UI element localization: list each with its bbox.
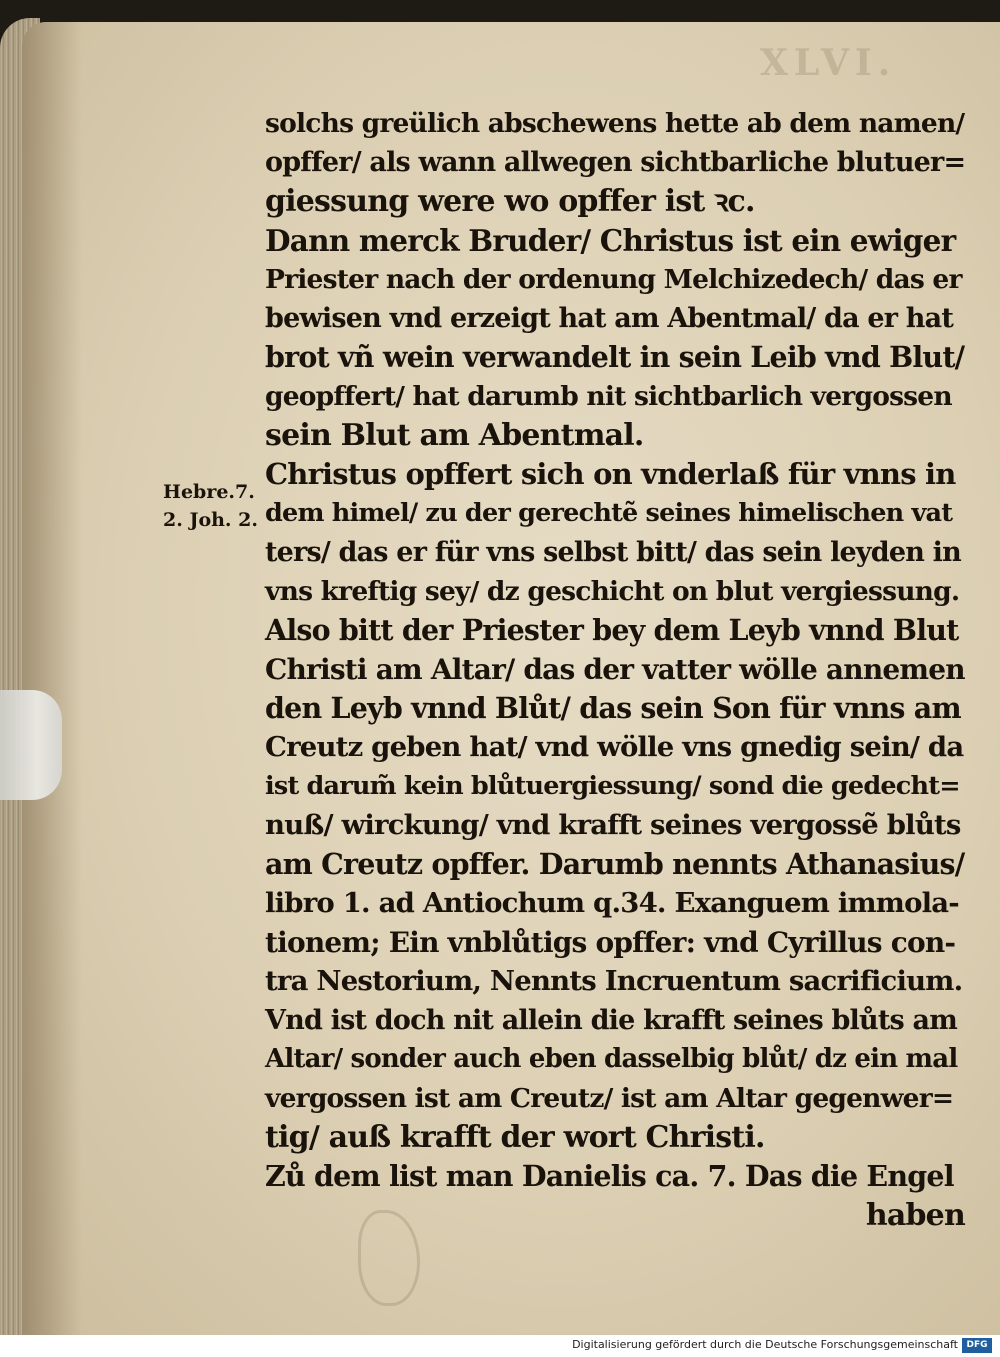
- body-text: [265, 104, 965, 1235]
- text-line: brot vñ wein verwandelt in sein Leib vnd Blut/: [265, 340, 965, 374]
- text-line: Altar/ sonder auch eben dasselbig blůt/ dz ein mal: [265, 1044, 958, 1074]
- text-line: libro 1. ad Antiochum q.34. Exanguem immola-: [265, 887, 959, 919]
- show-through-folio: XLVI.: [760, 42, 897, 84]
- spine-shadow: [22, 22, 82, 1335]
- catchword: haben: [865, 1198, 965, 1233]
- text-line: solchs greülich abschewens hette ab dem namen/: [265, 108, 965, 139]
- funding-credit: Digitalisierung gefördert durch die Deutsche Forschungsgemeinschaft: [572, 1338, 958, 1351]
- text-line: sein Blut am Abentmal.: [265, 418, 644, 453]
- text-line: giessung were wo opffer ist ꝛc.: [265, 184, 755, 219]
- text-line: den Leyb vnnd Blůt/ das sein Son für vnns am: [265, 691, 961, 725]
- text-line: nuß/ wirckung/ vnd krafft seines vergossẽ blůts: [265, 809, 961, 841]
- text-line: tra Nestorium, Nennts Incruentum sacrificium.: [265, 965, 963, 997]
- text-line: Priester nach der ordenung Melchizedech/ das er: [265, 264, 962, 295]
- margin-reference: [163, 478, 263, 534]
- text-line: ters/ das er für vns selbst bitt/ das sein leyden in: [265, 537, 961, 568]
- footer-bar: [0, 1335, 1000, 1357]
- dfg-logo-icon: DFG: [962, 1338, 992, 1353]
- text-line: tig/ auß krafft der wort Christi.: [265, 1120, 765, 1155]
- text-line: Also bitt der Priester bey dem Leyb vnnd Blut: [265, 613, 959, 647]
- text-line: vns kreftig sey/ dz geschicht on blut vergiessung.: [265, 576, 960, 607]
- text-line: opffer/ als wann allwegen sichtbarliche blutuer=: [265, 147, 966, 178]
- margin-note-line: Hebre.7.: [163, 481, 255, 503]
- text-line: Christi am Altar/ das der vatter wölle annemen: [265, 653, 965, 686]
- margin-note-line: 2. Joh. 2.: [163, 509, 258, 531]
- text-line: tionem; Ein vnblůtigs opffer: vnd Cyrillus con-: [265, 926, 956, 959]
- text-line: Zů dem list man Danielis ca. 7. Das die Engel: [265, 1159, 954, 1193]
- text-line: Creutz geben hat/ vnd wölle vns gnedig sein/ da: [265, 731, 964, 763]
- page-clip-tab: [0, 690, 62, 800]
- text-line: dem himel/ zu der gerechtẽ seines himelischen vat: [265, 498, 953, 528]
- text-line: ist darum̃ kein blůtuergiessung/ sond die gedecht=: [265, 771, 960, 801]
- text-line: Dann merck Bruder/ Christus ist ein ewiger: [265, 223, 956, 258]
- text-line: geopffert/ hat darumb nit sichtbarlich vergossen: [265, 381, 952, 412]
- text-line: Christus opffert sich on vnderlaß für vnns in: [265, 457, 956, 491]
- text-line: am Creutz opffer. Darumb nennts Athanasius/: [265, 847, 965, 881]
- text-line: Vnd ist doch nit allein die krafft seines blůts am: [265, 1005, 957, 1036]
- text-line: vergossen ist am Creutz/ ist am Altar gegenwer=: [265, 1083, 954, 1114]
- text-line: bewisen vnd erzeigt hat am Abentmal/ da er hat: [265, 303, 954, 334]
